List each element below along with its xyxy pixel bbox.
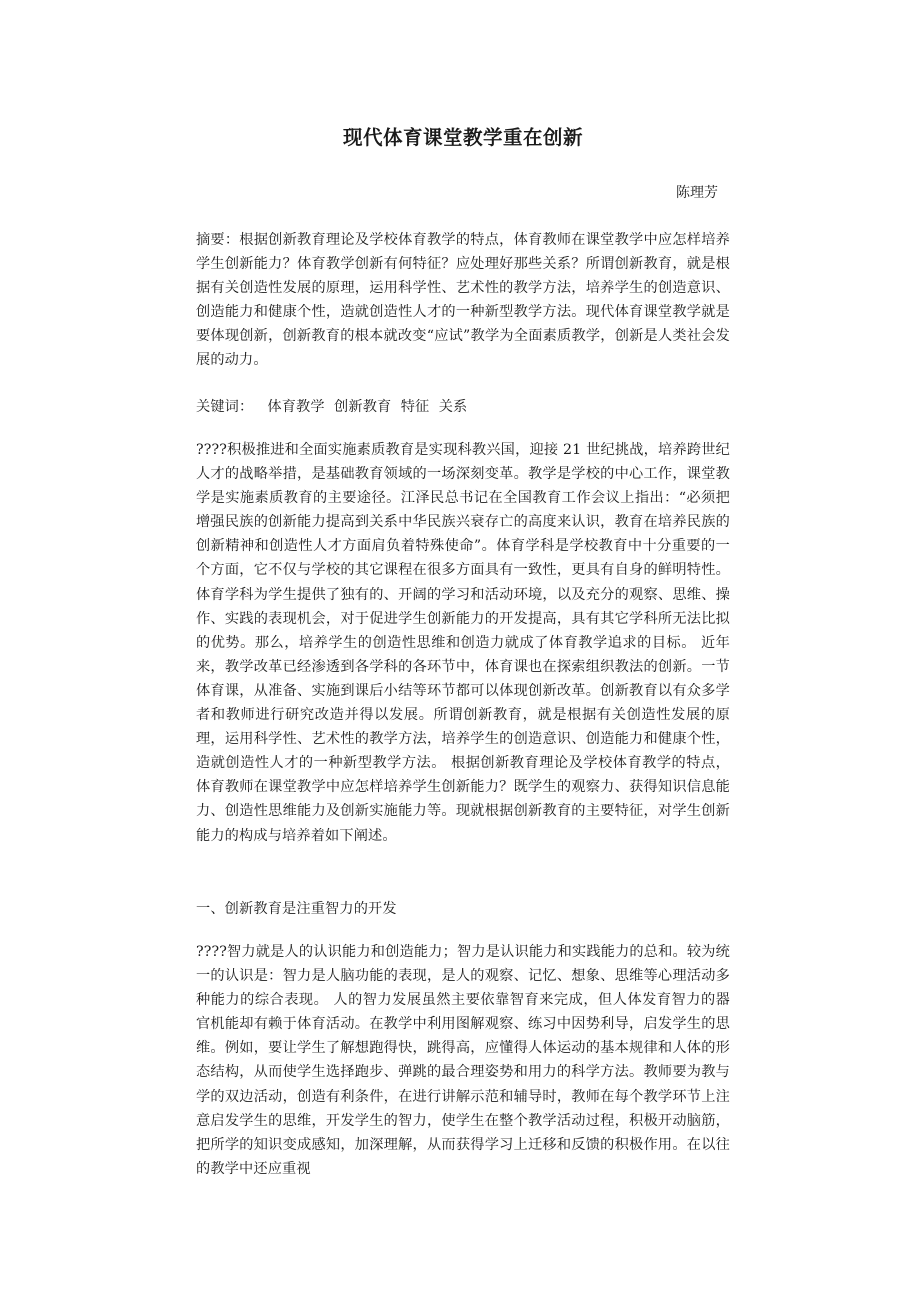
keywords-label: 关键词：	[196, 399, 254, 415]
document-title: 现代体育课堂教学重在创新	[342, 126, 583, 149]
keywords-list: 体育教学 创新教育 特征 关系	[267, 399, 468, 415]
section-heading-1: 一、创新教育是注重智力的开发	[196, 901, 397, 917]
keywords-line	[196, 395, 730, 419]
body-paragraph-1: ????积极推进和全面实施素质教育是实现科教兴国，迎接 21 世纪挑战，培养跨世纪人才的战略举措，是基础教育领域的一场深刻变革。教学是学校的中心工作，课堂教学是实施素质教育的主要途径。江泽民总书记在全国教育工作会议上指出：“必须把增强民族的创新能力提高到关系中华民族兴衰存亡的高度来认识，教育在培养民族的创新精神和创造性人才方面肩负着特殊使命”。体育学科是学校教育中十分重要的一个方面，它不仅与学校的其它课程在很多方面具有一致性，更具有自身的鲜明特性。体育学科为学生提供了独有的、开阔的学习和活动环境，以及充分的观察、思维、操作、实践的表现机会，对于促进学生创新能力的开发提高，具有其它学科所无法比拟的优势。那么，培养学生的创造性思维和创造力就成了体育教学追求的目标。 近年来，教学改革已经渗透到各学科的各环节中，体育课也在探索组织教法的创新。一节体育课，从准备、实施到课后小结等环节都可以体现创新改革。创新教育以有众多学者和教师进行研究改造并得以发展。所谓创新教育，就是根据有关创造性发展的原理，运用科学性、艺术性的教学方法，培养学生的创造意识、创造能力和健康个性，造就创造性人才的一种新型教学方法。 根据创新教育理论及学校体育教学的特点，体育教师在课堂教学中应怎样培养学生创新能力？既学生的观察力、获得知识信息能力、创造性思维能力及创新实施能力等。现就根据创新教育的主要特征，对学生创新能力的构成与培养着如下阐述。	[196, 442, 730, 844]
body-paragraph-2: ????智力就是人的认识能力和创造能力；智力是认识能力和实践能力的总和。较为统一的认识是：智力是人脑功能的表现，是人的观察、记忆、想象、思维等心理活动多种能力的综合表现。 人的智力发展虽然主要依靠智育来完成，但人体发育智力的器官机能却有赖于体育活动。在教学中利用图解观察、练习中因势利导，启发学生的思维。例如，要让学生了解想跑得快，跳得高，应懂得人体运动的基本规律和人体的形态结构，从而使学生选择跑步、弹跳的最合理姿势和用力的科学方法。教师要为教与学的双边活动，创造有利条件，在进行讲解示范和辅导时，教师在每个教学环节上注意启发学生的思维，开发学生的智力，使学生在整个教学活动过程，积极开动脑筋，把所学的知识变成感知，加深理解，从而获得学习上迁移和反馈的积极作用。在以往的教学中还应重视	[196, 944, 730, 1177]
document-author: 陈理芳	[676, 185, 718, 201]
abstract-paragraph: 摘要：根据创新教育理论及学校体育教学的特点，体育教师在课堂教学中应怎样培养学生创新能力？体育教学创新有何特征？应处理好那些关系？所谓创新教育，就是根据有关创造性发展的原理，运用科学性、艺术性的教学方法，培养学生的创造意识、创造能力和健康个性，造就创造性人才的一种新型教学方法。现代体育课堂教学就是要体现创新，创新教育的根本就改变“应试”教学为全面素质教学，创新是人类社会发展的动力。	[196, 232, 730, 369]
